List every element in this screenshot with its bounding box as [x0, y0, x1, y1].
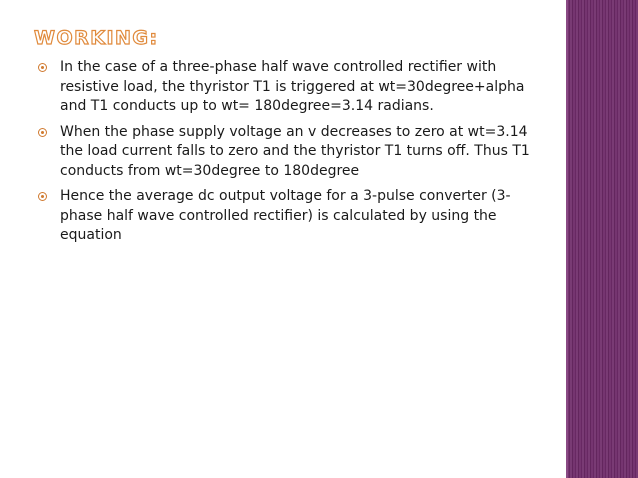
circle-bullet-icon	[38, 192, 47, 201]
bullet-text: Hence the average dc output voltage for a 3-pulse converter (3-phase half wave controlled rectifier) is calculated by using the equation	[60, 188, 511, 243]
slide-title: WORKING:	[34, 27, 159, 49]
bullet-text: In the case of a three-phase half wave controlled rectifier with resistive load, the thyristor T1 is triggered at wt=30degree+alpha and T1 conducts up to wt= 180degree=3.14 radians.	[60, 59, 525, 114]
circle-bullet-icon	[38, 128, 47, 137]
bullet-item	[38, 58, 538, 117]
bullet-text: When the phase supply voltage an v decreases to zero at wt=3.14 the load current falls to zero and the thyristor T1 turns off. Thus T1 conducts from wt=30degree to 180degree	[60, 123, 530, 179]
circle-bullet-icon	[38, 63, 47, 72]
decorative-side-band	[566, 0, 638, 478]
bullet-item	[38, 123, 538, 182]
side-band-edge	[566, 0, 568, 478]
bullet-item	[38, 187, 538, 246]
bullet-list	[38, 58, 538, 252]
